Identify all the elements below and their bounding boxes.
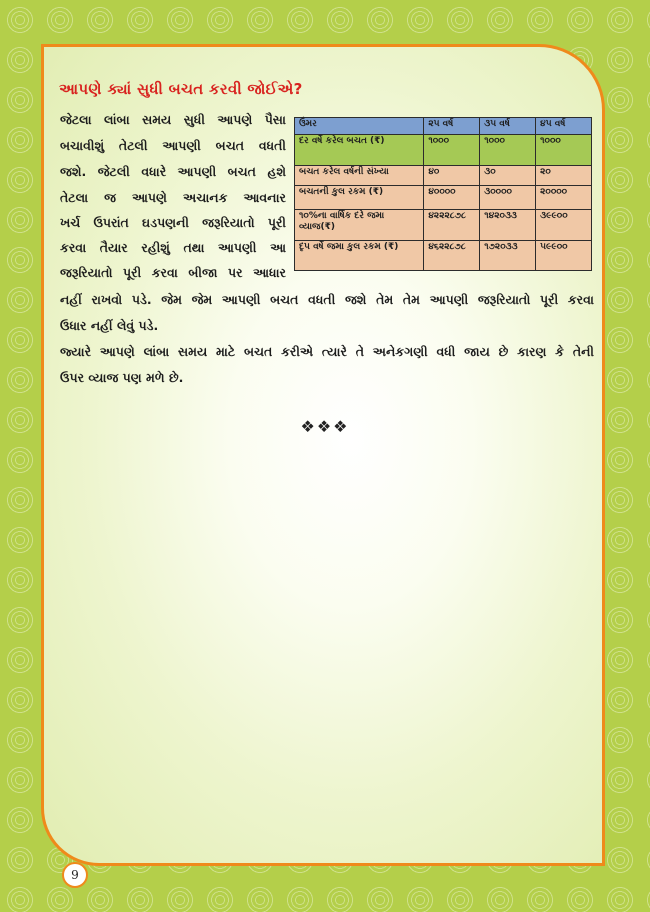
table-cell: ૪૦: [424, 166, 480, 186]
body-line: જ્યારે આપણે લાંબા સમય માટે બચત કરીએ ત્યારે તે અનેકગણી વધી જાય છે કારણ કે તેની: [60, 344, 594, 359]
table-cell: ૧૦૦૦: [536, 135, 592, 166]
table-row-label: દૃ૫ વર્ષે જમા કુલ રકમ (₹): [295, 241, 424, 271]
table-row: [295, 210, 592, 241]
table-cell: ૧૭૨૦૩૩: [480, 241, 536, 271]
body-line: જરૂરિયાતો પૂરી કરવા બીજા પર આધાર: [60, 265, 286, 280]
body-line: ઉધાર નહીં લેવું પડે.: [60, 318, 159, 333]
table-row-label: ૧૦%ના વાર્ષિક દરે જમા વ્યાજ(₹): [295, 210, 424, 241]
table-row-label: બચતની કુલ રકમ (₹): [295, 186, 424, 210]
table-header-cell: ૪૫ વર્ષ: [536, 118, 592, 135]
table-header-cell: ઉંમર: [295, 118, 424, 135]
table-row: [295, 241, 592, 271]
table-row-label: દર વર્ષે કરેલ બચત (₹): [295, 135, 424, 166]
table-cell: ૩૯૯૦૦: [536, 210, 592, 241]
table-row: [295, 135, 592, 166]
table-cell: ૧૦૦૦: [424, 135, 480, 166]
body-line: જેટલા લાંબા સમય સુધી આપણે પૈસા: [60, 112, 286, 127]
table-row: [295, 166, 592, 186]
table-cell: ૫૯૯૦૦: [536, 241, 592, 271]
body-line: કરવા તૈયાર રહીશું તથા આપણી આ: [60, 240, 286, 255]
body-line: ખર્ચ ઉપરાંત ઘડપણની જરૂરિયાતો પૂરી: [60, 215, 286, 230]
body-line: ઉપર વ્યાજ પણ મળે છે.: [60, 370, 184, 385]
table-cell: ૩૦૦૦૦: [480, 186, 536, 210]
body-line: તેટલા જ આપણે અચાનક આવનાર: [60, 190, 286, 205]
table-header-row: [295, 118, 592, 135]
table-cell: ૨૦૦૦૦: [536, 186, 592, 210]
table-cell: ૪૦૦૦૦: [424, 186, 480, 210]
table-cell: ૪૨૨૨૮૭૮: [424, 210, 480, 241]
table-header-cell: ૨૫ વર્ષ: [424, 118, 480, 135]
table-row-label: બચત કરેલ વર્ષની સંખ્યા: [295, 166, 424, 186]
table-cell: ૨૦: [536, 166, 592, 186]
table-row: [295, 186, 592, 210]
body-line: બચાવીશું તેટલી આપણી બચત વધતી: [60, 138, 286, 153]
section-title: આપણે ક્યાં સુધી બચત કરવી જોઈએ?: [59, 80, 303, 98]
body-line: જશે. જેટલી વધારે આપણી બચત હશે: [60, 164, 286, 179]
table-cell: ૪૬૨૨૮૭૮: [424, 241, 480, 271]
table-header-cell: ૩૫ વર્ષ: [480, 118, 536, 135]
body-line: નહીં રાખવો પડે. જેમ જેમ આપણી બચત વધતી જશે તેમ તેમ આપણી જરૂરિયાતો પૂરી કરવા: [60, 292, 594, 307]
table-cell: ૧૦૦૦: [480, 135, 536, 166]
table-cell: ૧૪૨૦૩૩: [480, 210, 536, 241]
section-divider-ornament: ❖❖❖: [300, 417, 350, 436]
savings-table: [294, 117, 592, 271]
table-cell: ૩૦: [480, 166, 536, 186]
page-number: 9: [62, 862, 88, 888]
